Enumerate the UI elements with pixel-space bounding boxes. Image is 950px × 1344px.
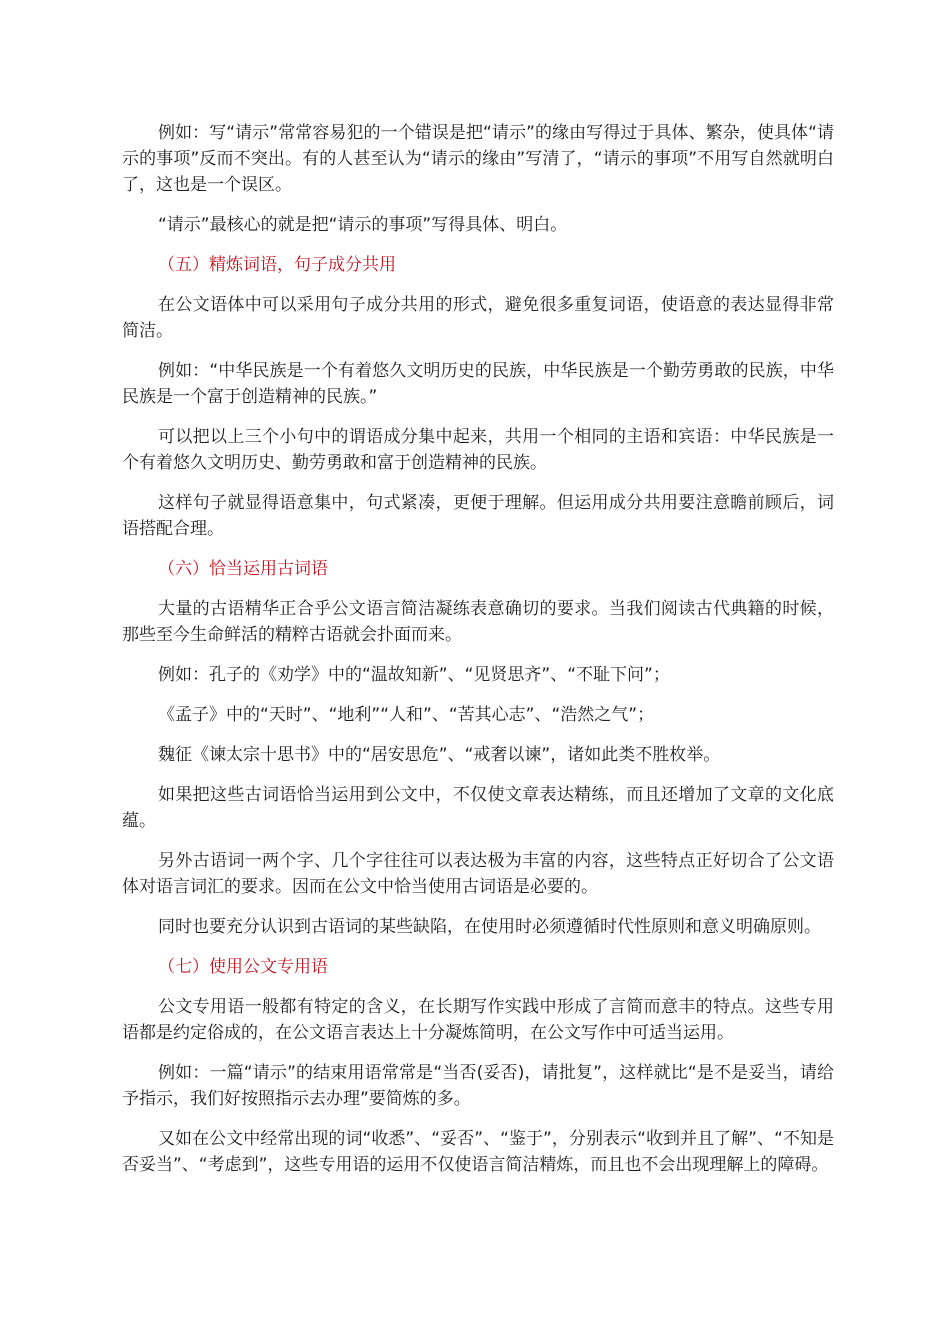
paragraph: 魏征《谏太宗十思书》中的“居安思危”、“戒奢以谏”，诸如此类不胜枚举。: [158, 745, 721, 765]
paragraph: “请示”最核心的就是把“请示的事项”写得具体、明白。: [158, 215, 568, 235]
section-heading: （七）使用公文专用语: [158, 957, 328, 977]
paragraph: 大量的古语精华正合乎公文语言简洁凝练表意确切的要求。当我们阅读古代典籍的时候，那些至今生命鲜活的精粹古语就会扑面而来。: [122, 599, 834, 645]
paragraph: 例如：一篇“请示”的结束用语常常是“当否(妥否)，请批复”，这样就比“是不是妥当，请给予指示，我们好按照指示去办理”要简炼的多。: [122, 1063, 834, 1109]
paragraph: 公文专用语一般都有特定的含义，在长期写作实践中形成了言简而意丰的特点。这些专用语都是约定俗成的，在公文语言表达上十分凝炼简明，在公文写作中可适当运用。: [122, 997, 834, 1043]
paragraph: 例如：“中华民族是一个有着悠久文明历史的民族，中华民族是一个勤劳勇敢的民族，中华民族是一个富于创造精神的民族。”: [122, 361, 834, 407]
paragraph: 在公文语体中可以采用句子成分共用的形式，避免很多重复词语，使语意的表达显得非常简洁。: [122, 295, 834, 341]
section-heading: （五）精炼词语，句子成分共用: [158, 255, 396, 275]
paragraph: 另外古语词一两个字、几个字往往可以表达极为丰富的内容，这些特点正好切合了公文语体对语言词汇的要求。因而在公文中恰当使用古词语是必要的。: [122, 851, 834, 897]
paragraph: 可以把以上三个小句中的谓语成分集中起来，共用一个相同的主语和宾语：中华民族是一个有着悠久文明历史、勤劳勇敢和富于创造精神的民族。: [122, 427, 834, 473]
paragraph: 如果把这些古词语恰当运用到公文中，不仅使文章表达精练，而且还增加了文章的文化底蕴。: [122, 785, 834, 831]
paragraph: 《孟子》中的“天时”、“地利”“人和”、“苦其心志”、“浩然之气”；: [158, 705, 655, 725]
paragraph: 同时也要充分认识到古语词的某些缺陷，在使用时必须遵循时代性原则和意义明确原则。: [158, 917, 821, 937]
paragraph: 这样句子就显得语意集中，句式紧凑，更便于理解。但运用成分共用要注意瞻前顾后，词语搭配合理。: [122, 493, 834, 539]
paragraph: 又如在公文中经常出现的词“收悉”、“妥否”、“鉴于”，分别表示“收到并且了解”、“不知是否妥当”、“考虑到”，这些专用语的运用不仅使语言简洁精炼，而且也不会出现理解上的障碍。: [122, 1129, 834, 1175]
paragraph: 例如：孔子的《劝学》中的“温故知新”、“见贤思齐”、“不耻下问”；: [158, 665, 670, 685]
section-heading: （六）恰当运用古词语: [158, 559, 328, 579]
document-page: [122, 120, 834, 1192]
paragraph: 例如：写“请示”常常容易犯的一个错误是把“请示”的缘由写得过于具体、繁杂，使具体“请示的事项”反而不突出。有的人甚至认为“请示的缘由”写清了，“请示的事项”不用写自然就明白了，这也是一个误区。: [122, 123, 834, 195]
